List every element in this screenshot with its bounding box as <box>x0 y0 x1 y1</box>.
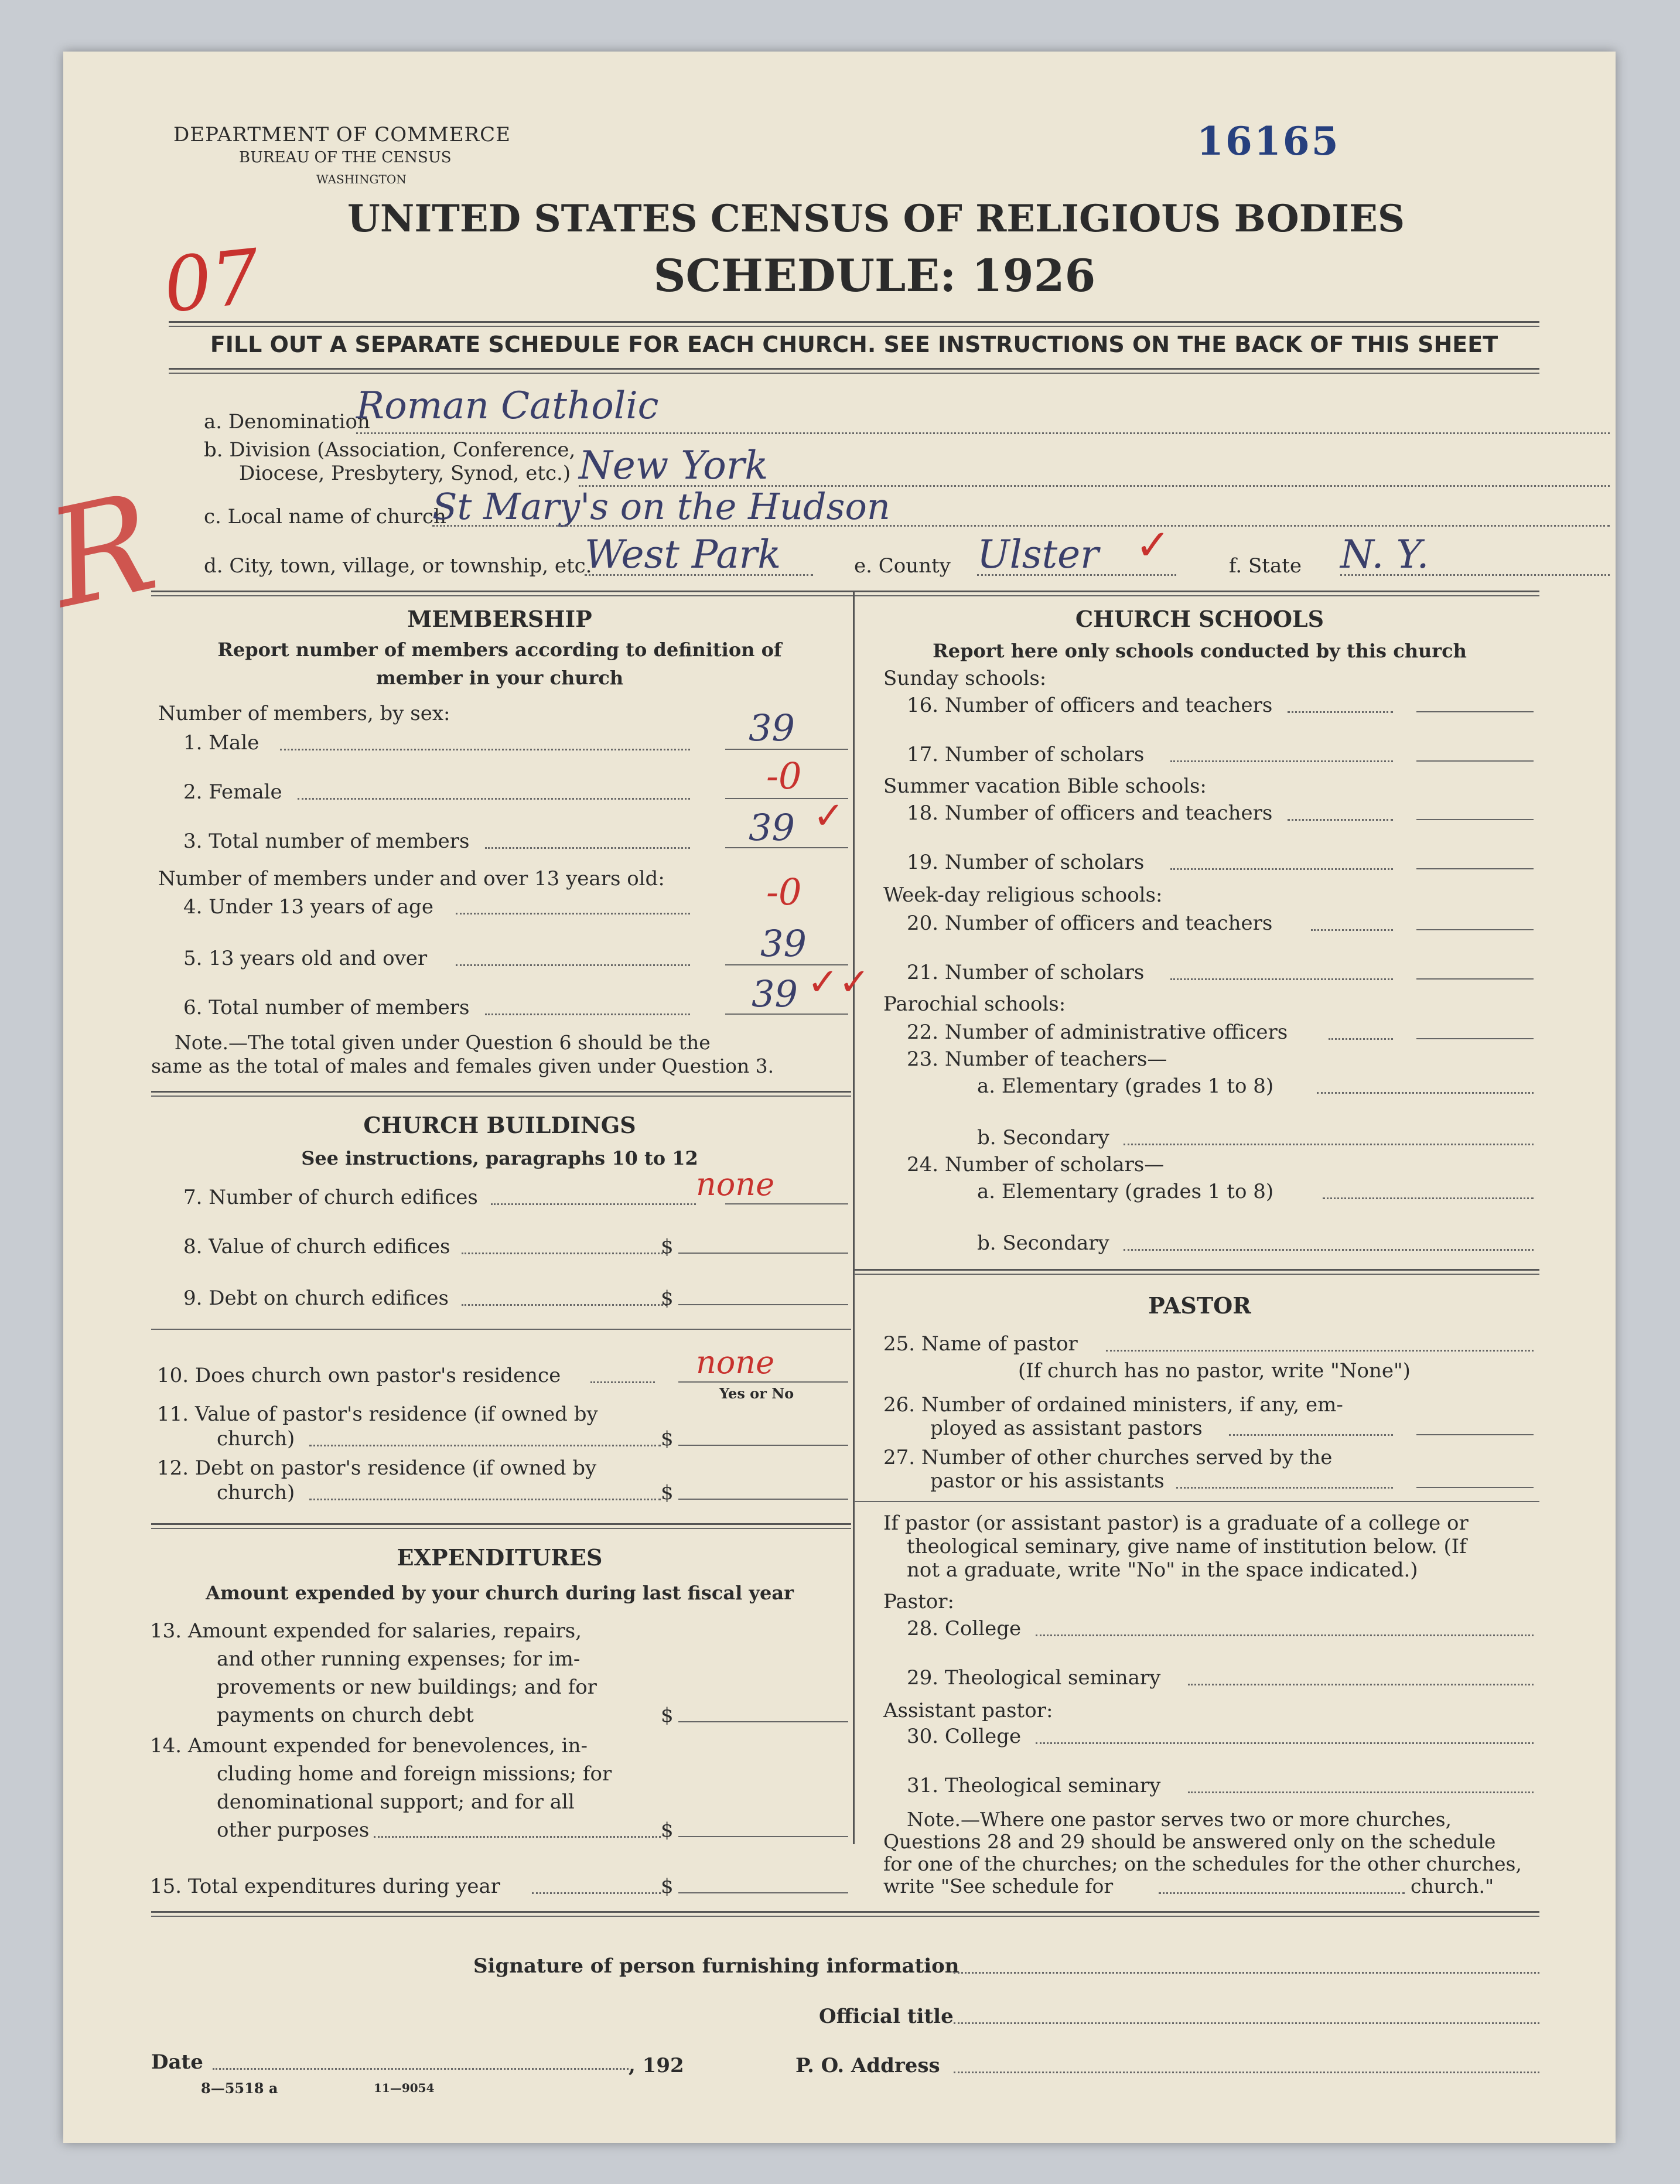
q21-line[interactable] <box>1416 978 1534 980</box>
county-value[interactable]: Ulster <box>977 532 1099 577</box>
q14-label-1: 14. Amount expended for benevolences, in- <box>150 1734 588 1758</box>
pastor-note-blank[interactable] <box>1159 1892 1405 1894</box>
church-name-line <box>432 525 1610 527</box>
q27-label-2: pastor or his assistants <box>930 1469 1165 1493</box>
pastor-note-2: Questions 28 and 29 should be answered only on the schedule <box>883 1830 1496 1853</box>
city-label: d. City, town, village, or township, etc. <box>204 554 592 578</box>
expenditures-subtitle: Amount expended by your church during last fiscal year <box>206 1582 794 1604</box>
q3-line <box>725 847 848 848</box>
print-code: 11—9054 <box>374 2081 435 2095</box>
pastor-note-1: Note.—Where one pastor serves two or more churches, <box>907 1808 1452 1831</box>
q6-checkmark: ✓✓ <box>807 961 870 1004</box>
date-line[interactable] <box>213 2068 629 2070</box>
q8-label: 8. Value of church edifices <box>183 1235 450 1258</box>
q10-leader <box>590 1381 655 1383</box>
margin-code: 07 <box>159 233 264 330</box>
membership-rule <box>151 1091 851 1093</box>
q15-label: 15. Total expenditures during year <box>150 1875 501 1898</box>
q23a-label: a. Elementary (grades 1 to 8) <box>977 1074 1274 1098</box>
membership-subtitle-2: member in your church <box>375 667 624 689</box>
schedule-year: SCHEDULE: 1926 <box>653 250 1096 302</box>
q1-value[interactable]: 39 <box>749 707 795 749</box>
q4-value[interactable]: -0 <box>766 871 802 913</box>
q14-leader <box>374 1836 661 1838</box>
q26-label-2: ployed as assistant pastors <box>930 1417 1203 1440</box>
division-value[interactable]: New York <box>579 443 769 488</box>
q14-line[interactable] <box>678 1836 848 1837</box>
q13-label-2: and other running expenses; for im- <box>217 1647 581 1671</box>
q3-label: 3. Total number of members <box>183 830 470 853</box>
q5-value[interactable]: 39 <box>760 922 807 965</box>
denomination-label: a. Denomination <box>204 410 370 434</box>
q11-label-1: 11. Value of pastor's residence (if owned by <box>157 1402 598 1426</box>
q20-leader <box>1311 929 1393 931</box>
q7-label: 7. Number of church edifices <box>183 1186 478 1209</box>
q28-line[interactable] <box>1036 1634 1534 1636</box>
q14-label-2: cluding home and foreign missions; for <box>217 1762 612 1786</box>
q7-leader <box>491 1203 696 1205</box>
county-checkmark: ✓ <box>1135 520 1171 569</box>
q21-leader <box>1170 978 1393 980</box>
q18-line[interactable] <box>1416 819 1534 820</box>
q18-leader <box>1288 819 1393 821</box>
bureau-city: WASHINGTON <box>316 172 407 186</box>
department-name: DEPARTMENT OF COMMERCE <box>173 123 511 146</box>
q11-leader <box>309 1445 661 1446</box>
official-title-line[interactable] <box>954 2022 1539 2024</box>
column-divider <box>853 591 855 1844</box>
official-title-label: Official title <box>819 2005 954 2028</box>
body-rule-2 <box>151 1916 1539 1917</box>
q1-label: 1. Male <box>183 731 259 755</box>
ident-rule <box>151 591 1539 592</box>
q27-line[interactable] <box>1416 1487 1534 1488</box>
q25-hint: (If church has no pastor, write "None") <box>1018 1359 1411 1383</box>
date-year: , 192 <box>629 2054 684 2077</box>
q11-dollar: $ <box>661 1427 674 1451</box>
q3-checkmark: ✓ <box>813 794 845 838</box>
q22-label: 22. Number of administrative officers <box>907 1021 1288 1044</box>
membership-heading: MEMBERSHIP <box>407 606 592 632</box>
q5-leader <box>456 964 690 966</box>
q4-label: 4. Under 13 years of age <box>183 895 433 919</box>
q11-line[interactable] <box>678 1445 848 1446</box>
bureau-name: BUREAU OF THE CENSUS <box>239 149 452 166</box>
division-label-1: b. Division (Association, Conference, <box>204 438 576 462</box>
q31-line[interactable] <box>1188 1791 1534 1793</box>
buildings-heading: CHURCH BUILDINGS <box>363 1112 636 1138</box>
instruction-rule <box>169 368 1539 370</box>
q16-label: 16. Number of officers and teachers <box>907 694 1273 717</box>
q8-leader <box>462 1253 667 1254</box>
buildings-mid-rule <box>151 1329 851 1330</box>
q19-leader <box>1170 868 1393 870</box>
form-number: 8—5518 a <box>201 2080 278 2097</box>
members-by-sex-label: Number of members, by sex: <box>158 702 450 725</box>
assistant-sub-label: Assistant pastor: <box>883 1699 1053 1722</box>
date-label: Date <box>151 2050 203 2074</box>
q16-line[interactable] <box>1416 711 1534 712</box>
q29-label: 29. Theological seminary <box>907 1666 1161 1690</box>
po-address-line[interactable] <box>954 2072 1539 2073</box>
q14-dollar: $ <box>661 1818 674 1842</box>
buildings-rule <box>151 1523 851 1525</box>
q20-label: 20. Number of officers and teachers <box>907 912 1273 935</box>
q6-value[interactable]: 39 <box>752 972 798 1015</box>
members-by-age-label: Number of members under and over 13 years old: <box>158 867 665 890</box>
denomination-line <box>356 432 1610 434</box>
q20-line[interactable] <box>1416 929 1534 930</box>
q8-dollar: $ <box>661 1235 674 1258</box>
q17-leader <box>1170 760 1393 762</box>
margin-mark: R <box>36 464 169 639</box>
pastor-sub-label: Pastor: <box>883 1590 954 1613</box>
pastor-heading: PASTOR <box>1148 1292 1251 1319</box>
q23-label: 23. Number of teachers— <box>907 1047 1167 1071</box>
q7-value[interactable]: none <box>696 1166 775 1203</box>
expenditures-heading: EXPENDITURES <box>397 1544 603 1571</box>
q26-leader <box>1229 1434 1393 1436</box>
signature-line[interactable] <box>954 1972 1539 1974</box>
q3-leader <box>485 847 690 849</box>
q2-label: 2. Female <box>183 780 282 804</box>
q5-label: 5. 13 years old and over <box>183 947 428 970</box>
form-title: UNITED STATES CENSUS OF RELIGIOUS BODIES <box>347 197 1405 241</box>
q14-label-4: other purposes <box>217 1818 370 1842</box>
q15-leader <box>532 1892 661 1894</box>
q23b-label: b. Secondary <box>977 1126 1109 1149</box>
q27-leader <box>1176 1487 1393 1489</box>
q27-label-1: 27. Number of other churches served by the <box>883 1446 1333 1469</box>
q21-label: 21. Number of scholars <box>907 961 1145 984</box>
q18-label: 18. Number of officers and teachers <box>907 801 1273 825</box>
q24b-line[interactable] <box>1124 1249 1534 1251</box>
q13-label-1: 13. Amount expended for salaries, repairs, <box>150 1619 582 1643</box>
state-value[interactable]: N. Y. <box>1340 532 1429 577</box>
q12-dollar: $ <box>661 1481 674 1504</box>
header-rule <box>169 321 1539 323</box>
q9-leader <box>462 1304 667 1306</box>
q4-leader <box>456 913 690 914</box>
census-schedule-sheet <box>36 52 1616 2143</box>
parochial-schools-label: Parochial schools: <box>883 992 1066 1016</box>
q28-label: 28. College <box>907 1617 1022 1640</box>
q23a-line[interactable] <box>1317 1092 1534 1094</box>
q9-dollar: $ <box>661 1286 674 1310</box>
q19-label: 19. Number of scholars <box>907 851 1145 874</box>
pastor-note-5: church." <box>1411 1875 1494 1898</box>
q10-hint: Yes or No <box>719 1385 794 1402</box>
q17-line[interactable] <box>1416 760 1534 762</box>
membership-rule-2 <box>151 1096 851 1097</box>
q13-line[interactable] <box>678 1721 848 1722</box>
q10-label: 10. Does church own pastor's residence <box>157 1364 561 1387</box>
q15-line[interactable] <box>678 1892 848 1893</box>
q12-leader <box>309 1499 661 1500</box>
q11-label-2: church) <box>217 1427 295 1451</box>
pastor-note-3: for one of the churches; on the schedules for the other churches, <box>883 1852 1522 1875</box>
q14-label-3: denominational support; and for all <box>217 1790 575 1814</box>
schools-rule-2 <box>854 1274 1539 1275</box>
city-line <box>585 574 813 576</box>
pastor-note-4: write "See schedule for <box>883 1875 1114 1898</box>
schools-rule <box>854 1269 1539 1271</box>
q22-line[interactable] <box>1416 1038 1534 1039</box>
q17-label: 17. Number of scholars <box>907 743 1145 766</box>
ident-rule-2 <box>151 595 1539 596</box>
q6-line <box>725 1013 848 1015</box>
q9-line[interactable] <box>678 1304 848 1305</box>
q24a-label: a. Elementary (grades 1 to 8) <box>977 1180 1274 1203</box>
county-label: e. County <box>854 554 951 578</box>
q1-line <box>725 749 848 750</box>
city-value[interactable]: West Park <box>585 532 781 577</box>
q8-line[interactable] <box>678 1253 848 1254</box>
schools-subtitle: Report here only schools conducted by this church <box>933 640 1467 662</box>
q12-label-2: church) <box>217 1481 295 1504</box>
q26-label-1: 26. Number of ordained ministers, if any, em- <box>883 1393 1343 1417</box>
pastor-rule <box>854 1501 1539 1502</box>
q10-line <box>678 1381 848 1383</box>
q26-line[interactable] <box>1416 1434 1534 1435</box>
weekday-schools-label: Week-day religious schools: <box>883 883 1163 907</box>
q31-label: 31. Theological seminary <box>907 1774 1161 1797</box>
county-line <box>977 574 1176 576</box>
denomination-value[interactable]: Roman Catholic <box>356 384 659 428</box>
q22-leader <box>1329 1038 1393 1040</box>
sunday-schools-label: Sunday schools: <box>883 667 1047 690</box>
q3-value[interactable]: 39 <box>749 806 795 849</box>
membership-note-2: same as the total of males and females given under Question 3. <box>151 1055 774 1077</box>
po-address-label: P. O. Address <box>795 2054 940 2077</box>
instruction-rule-2 <box>169 373 1539 374</box>
q30-line[interactable] <box>1036 1742 1534 1744</box>
instruction-line: FILL OUT A SEPARATE SCHEDULE FOR EACH CHURCH. SEE INSTRUCTIONS ON THE BACK OF THIS SHEET <box>210 332 1498 357</box>
q13-dollar: $ <box>661 1704 674 1727</box>
schools-heading: CHURCH SCHOOLS <box>1075 606 1324 632</box>
q9-label: 9. Debt on church edifices <box>183 1286 449 1310</box>
q29-line[interactable] <box>1188 1684 1534 1685</box>
q2-value[interactable]: -0 <box>766 755 802 797</box>
q6-leader <box>485 1013 690 1015</box>
buildings-subtitle: See instructions, paragraphs 10 to 12 <box>301 1147 698 1169</box>
q25-label: 25. Name of pastor <box>883 1332 1078 1356</box>
header-rule-2 <box>169 326 1539 327</box>
q12-line[interactable] <box>678 1499 848 1500</box>
church-name-value[interactable]: St Mary's on the Hudson <box>432 485 890 528</box>
q16-leader <box>1288 711 1393 713</box>
graduate-note-2: theological seminary, give name of institution below. (If <box>907 1535 1467 1558</box>
q1-leader <box>280 749 690 750</box>
q10-value[interactable]: none <box>696 1344 775 1381</box>
q13-label-4: payments on church debt <box>217 1704 474 1727</box>
q13-label-3: provements or new buildings; and for <box>217 1675 597 1699</box>
body-rule <box>151 1911 1539 1913</box>
q2-leader <box>298 798 690 800</box>
buildings-rule-2 <box>151 1528 851 1529</box>
membership-subtitle-1: Report number of members according to definition of <box>217 639 782 661</box>
graduate-note-3: not a graduate, write "No" in the space indicated.) <box>907 1558 1418 1582</box>
serial-number: 16165 <box>1197 118 1340 164</box>
q12-label-1: 12. Debt on pastor's residence (if owned by <box>157 1456 597 1480</box>
q30-label: 30. College <box>907 1725 1022 1748</box>
q24-label: 24. Number of scholars— <box>907 1153 1165 1176</box>
vacation-schools-label: Summer vacation Bible schools: <box>883 774 1207 798</box>
church-name-label: c. Local name of church <box>204 505 446 528</box>
q15-dollar: $ <box>661 1875 674 1898</box>
q25-line[interactable] <box>1106 1350 1534 1352</box>
q19-line[interactable] <box>1416 868 1534 869</box>
q24b-label: b. Secondary <box>977 1231 1109 1255</box>
q6-label: 6. Total number of members <box>183 996 470 1019</box>
membership-note-1: Note.—The total given under Question 6 should be the <box>175 1031 711 1054</box>
q23b-line[interactable] <box>1124 1144 1534 1145</box>
state-label: f. State <box>1229 554 1302 578</box>
signature-label: Signature of person furnishing information <box>473 1954 959 1978</box>
graduate-note-1: If pastor (or assistant pastor) is a graduate of a college or <box>883 1511 1469 1535</box>
q7-line <box>725 1203 848 1204</box>
division-label-2: Diocese, Presbytery, Synod, etc.) <box>239 462 571 485</box>
q24a-line[interactable] <box>1323 1197 1534 1199</box>
state-line <box>1340 574 1610 576</box>
